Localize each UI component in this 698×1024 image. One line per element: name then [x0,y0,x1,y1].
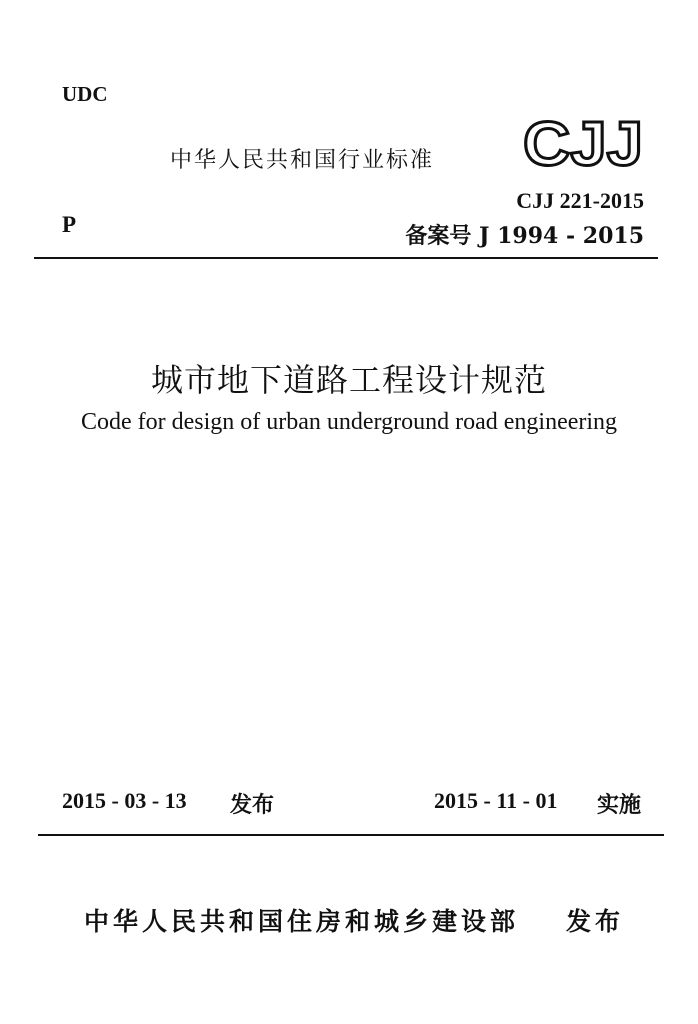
publish-label: 发布 [566,907,625,936]
implementation-label: 实施 [597,793,642,818]
implementation-date: 2015 - 11 - 01 [434,788,558,813]
title-english: Code for design of urban underground road engineering [80,409,618,435]
publisher-name: 中华人民共和国住房和城乡建设部 [84,907,520,936]
cjj-logo-text: CJJ [523,110,643,170]
classification-letter: P [62,212,77,237]
bottom-divider [38,834,664,836]
cjj-logo [520,108,646,170]
standard-category: 中华人民共和国行业标准 [170,148,435,173]
top-divider [34,257,658,259]
title-chinese: 城市地下道路工程设计规范 [150,361,547,399]
issue-label: 发布 [230,793,275,818]
record-number: 备案号 J 1994 - 2015 [405,223,644,249]
standard-number: CJJ 221-2015 [516,188,644,213]
udc-label: UDC [62,82,108,106]
issue-date: 2015 - 03 - 13 [62,788,187,813]
